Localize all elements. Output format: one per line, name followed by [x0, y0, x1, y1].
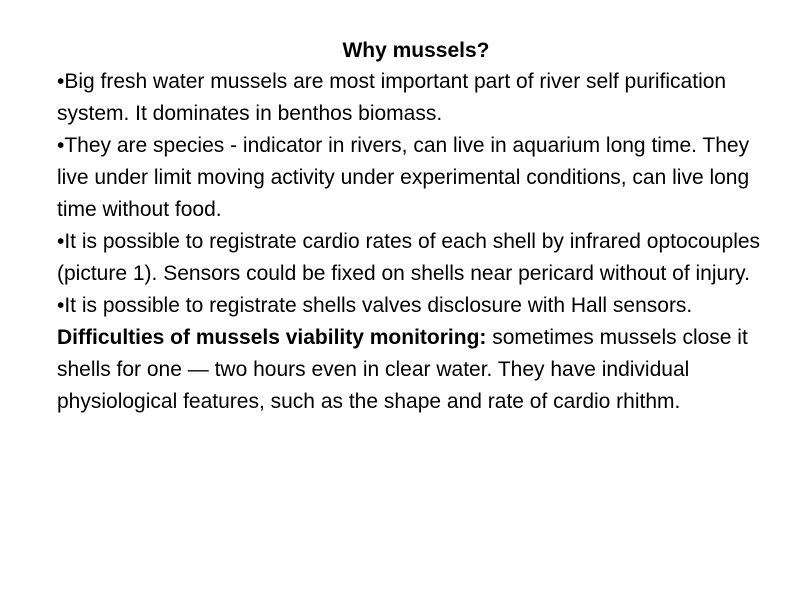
difficulties-heading: Difficulties of mussels viability monitoring: [57, 326, 487, 350]
difficulties-text: sometimes mussels close it shells for one — two hours even in clear water. They have individual physiological features, such as the shape and rate of cardio rhithm. [57, 326, 748, 414]
difficulties-paragraph [57, 322, 772, 418]
slide-title [57, 36, 772, 66]
bullet-hall-sensors: •It is possible to registrate shells valves disclosure with Hall sensors. [57, 294, 693, 318]
title-marker: · [339, 46, 343, 57]
slide-content [57, 36, 772, 418]
bullet-mussels-importance: •Big fresh water mussels are most important part of river self purification system. It dominates in benthos biomass. [57, 70, 727, 126]
slide-title-text: Why mussels? [342, 39, 490, 62]
bullet-cardio-rates: •It is possible to registrate cardio rates of each shell by infrared optocouples (picture 1). Sensors could be fixed on shells near pericard without of injury. [57, 230, 761, 286]
bullet-species-indicator: •They are species - indicator in rivers, can live in aquarium long time. They live under limit moving activity under experimental conditions, can live long time without food. [57, 134, 750, 222]
